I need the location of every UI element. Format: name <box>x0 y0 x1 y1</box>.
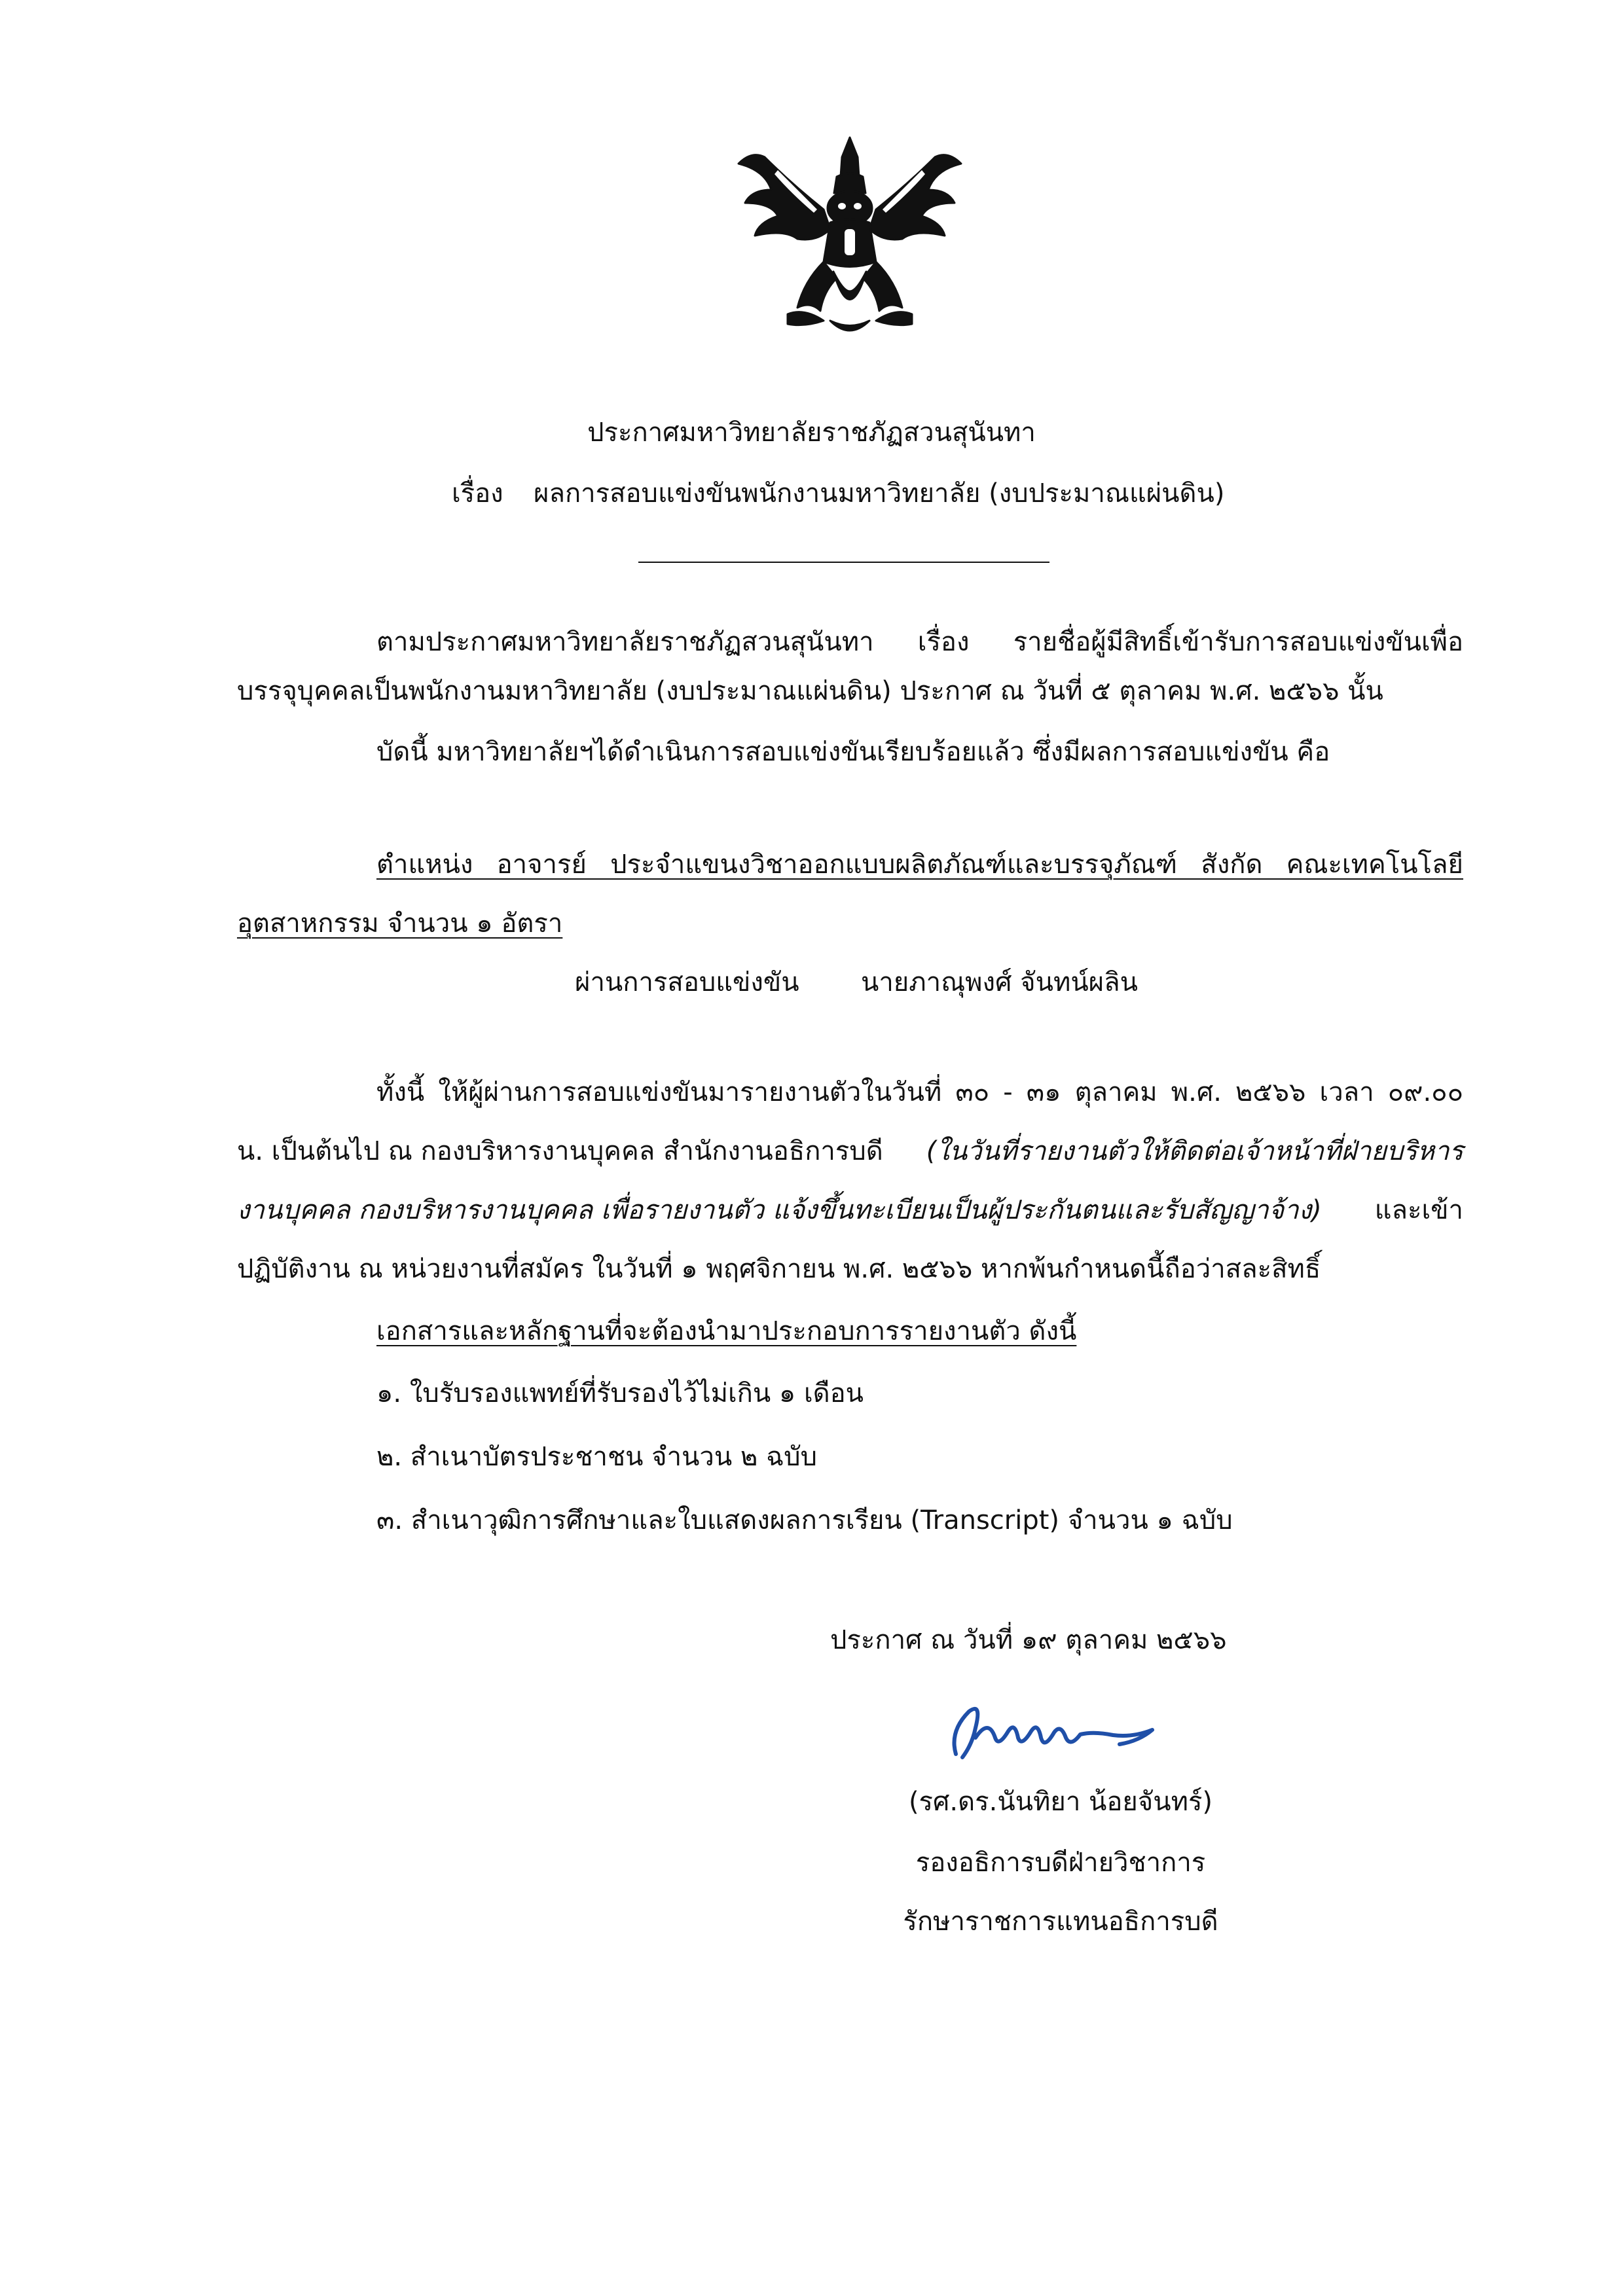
announcement-date: ประกาศ ณ วันที่ ๑๙ ตุลาคม ๒๕๖๖ <box>830 1625 1227 1655</box>
para2-line2-italic: (ในวันที่รายงานตัวให้ติดต่อเจ้าหน้าที่ฝ่ายบริหาร <box>926 1136 1463 1166</box>
position-line1: ตำแหน่ง อาจารย์ ประจำแขนงวิชาออกแบบผลิตภัณฑ์และบรรจุภัณฑ์ สังกัด คณะเทคโนโลยี <box>376 850 1463 880</box>
signatory-title-2: รักษาราชการแทนอธิการบดี <box>903 1907 1218 1937</box>
para2-line2 <box>237 1134 1463 1168</box>
documents-heading: เอกสารและหลักฐานที่จะต้องนำมาประกอบการรายงานตัว ดังนี้ <box>376 1316 1077 1346</box>
result-name: นายภาณุพงศ์ จันทน์ผลิน <box>861 967 1138 997</box>
document-item-2: ๒. สำเนาบัตรประชาชน จำนวน ๒ ฉบับ <box>376 1442 818 1472</box>
document-item-1: ๑. ใบรับรองแพทย์ที่รับรองไว้ไม่เกิน ๑ เดือน <box>376 1378 864 1408</box>
handwritten-signature-icon <box>936 1692 1172 1770</box>
para2-line3-italic: งานบุคคล กองบริหารงานบุคคล เพื่อรายงานตัว แจ้งขึ้นทะเบียนเป็นผู้ประกันตนและรับสัญญาจ้าง) <box>237 1195 1322 1225</box>
announcement-title: ประกาศมหาวิทยาลัยราชภัฏสวนสุนันทา <box>587 418 1036 448</box>
garuda-emblem-icon <box>725 131 974 347</box>
para2-line3-normal: และเข้า <box>1374 1195 1463 1225</box>
subject-text: ผลการสอบแข่งขันพนักงานมหาวิทยาลัย (งบประมาณแผ่นดิน) <box>534 478 1225 509</box>
result-label: ผ่านการสอบแข่งขัน <box>575 967 799 997</box>
signatory-title-1: รองอธิการบดีฝ่ายวิชาการ <box>915 1848 1206 1878</box>
signatory-name: (รศ.ดร.นันทิยา น้อยจันทร์) <box>908 1787 1213 1817</box>
subject-label: เรื่อง <box>452 478 503 509</box>
para1-line1: ตามประกาศมหาวิทยาลัยราชภัฏสวนสุนันทา เรื่อง รายชื่อผู้มีสิทธิ์เข้ารับการสอบแข่งขันเพื่อ <box>376 627 1463 657</box>
para2-line2-normal: น. เป็นต้นไป ณ กองบริหารงานบุคคล สำนักงานอธิการบดี <box>237 1136 883 1166</box>
para2-line1: ทั้งนี้ ให้ผู้ผ่านการสอบแข่งขันมารายงานตัวในวันที่ ๓๐ - ๓๑ ตุลาคม พ.ศ. ๒๕๖๖ เวลา ๐๙.๐๐ <box>376 1077 1463 1107</box>
para2-line3 <box>237 1193 1463 1227</box>
para1-line2: บรรจุบุคคลเป็นพนักงานมหาวิทยาลัย (งบประมาณแผ่นดิน) ประกาศ ณ วันที่ ๕ ตุลาคม พ.ศ. ๒๕๖๖ นั้น <box>237 676 1383 706</box>
para2-line4: ปฏิบัติงาน ณ หน่วยงานที่สมัคร ในวันที่ ๑ พฤศจิกายน พ.ศ. ๒๕๖๖ หากพ้นกำหนดนี้ถือว่าสละสิทธิ์ <box>237 1254 1321 1284</box>
document-item-3: ๓. สำเนาวุฒิการศึกษาและใบแสดงผลการเรียน (Transcript) จำนวน ๑ ฉบับ <box>376 1505 1233 1535</box>
position-line2: อุตสาหกรรม จำนวน ๑ อัตรา <box>237 908 563 939</box>
para1-line3: บัดนี้ มหาวิทยาลัยฯได้ดำเนินการสอบแข่งขันเรียบร้อยแล้ว ซึ่งมีผลการสอบแข่งขัน คือ <box>376 737 1330 767</box>
header-divider <box>638 562 1049 563</box>
